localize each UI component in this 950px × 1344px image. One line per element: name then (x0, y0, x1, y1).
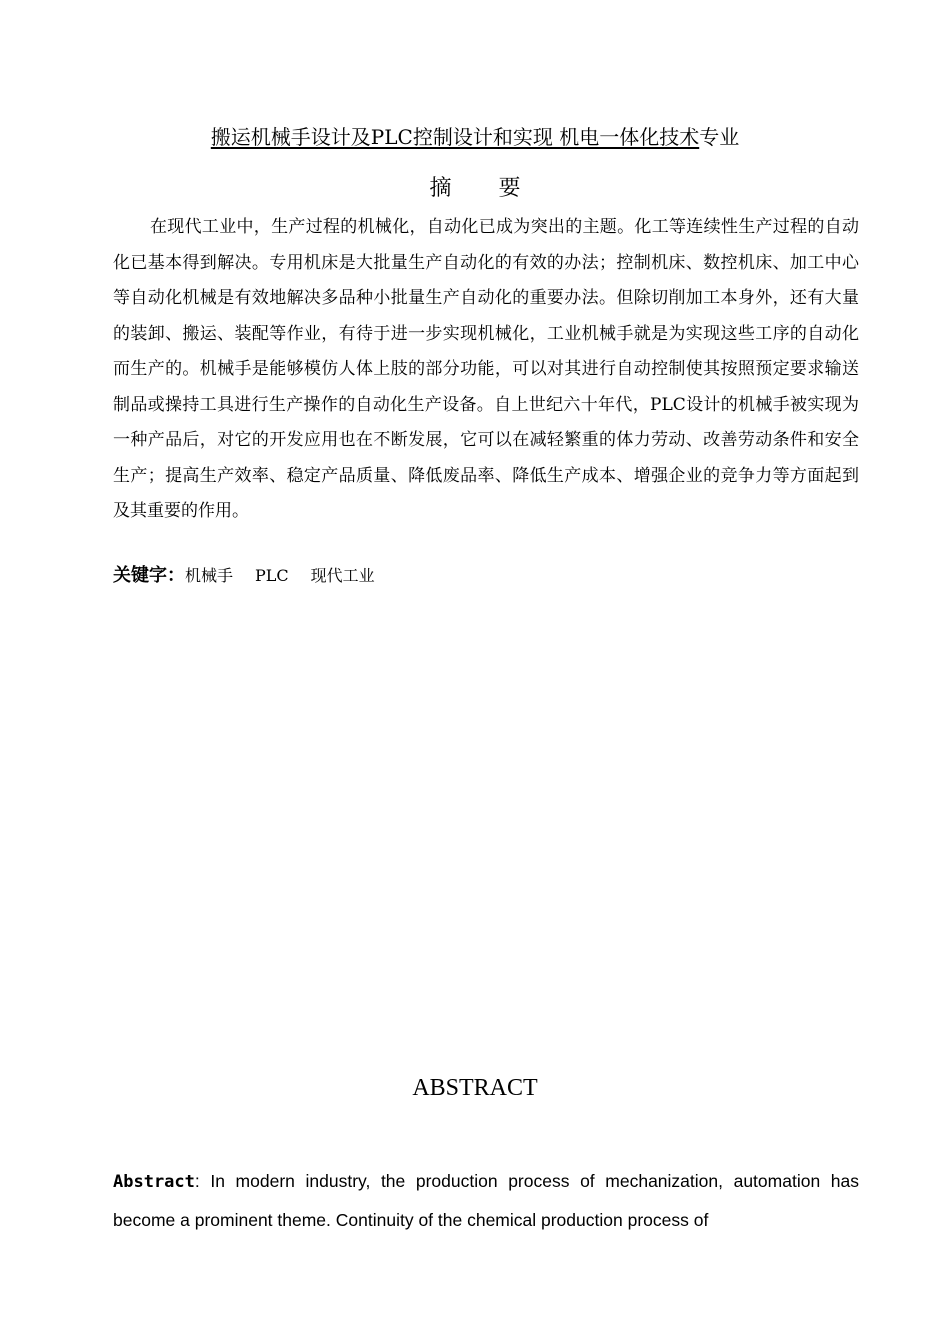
keyword-item: 机械手 (185, 566, 234, 585)
english-abstract-label: Abstract (113, 1172, 195, 1192)
english-abstract-body (113, 1162, 859, 1239)
keyword-item: 现代工业 (310, 566, 375, 585)
keywords-line (113, 561, 859, 591)
document-title (0, 122, 950, 152)
document-title-main: 搬运机械手设计及PLC控制设计和实现 机电一体化技术 (210, 125, 700, 149)
english-abstract-heading: ABSTRACT (412, 1075, 538, 1101)
chinese-abstract-body: 在现代工业中，生产过程的机械化，自动化已成为突出的主题。化工等连续性生产过程的自动化已基本得到解决。专用机床是大批量生产自动化的有效的办法；控制机床、数控机床、加工中心等自动化机械是有效地解决多品种小批量生产自动化的重要办法。但除切削加工本身外，还有大量的装卸、搬运、装配等作业，有待于进一步实现机械化，工业机械手就是为实现这些工序的自动化而生产的。机械手是能够模仿人体上肢的部分功能，可以对其进行自动控制使其按照预定要求输送制品或操持工具进行生产操作的自动化生产设备。自上世纪六十年代，PLC设计的机械手被实现为一种产品后，对它的开发应用也在不断发展，它可以在减轻繁重的体力劳动、改善劳动条件和安全生产；提高生产效率、稳定产品质量、降低废品率、降低生产成本、增强企业的竞争力等方面起到及其重要的作用。 (113, 217, 859, 521)
keywords-label: 关键字： (113, 565, 185, 586)
document-title-suffix: 专业 (699, 125, 740, 149)
english-abstract-text: : In modern industry, the production process of mechanization, automation has become a prominent theme. Continuity of the chemical production process of (113, 1171, 859, 1230)
chinese-abstract-heading: 摘 要 (429, 176, 541, 201)
keyword-item: PLC (255, 566, 289, 585)
